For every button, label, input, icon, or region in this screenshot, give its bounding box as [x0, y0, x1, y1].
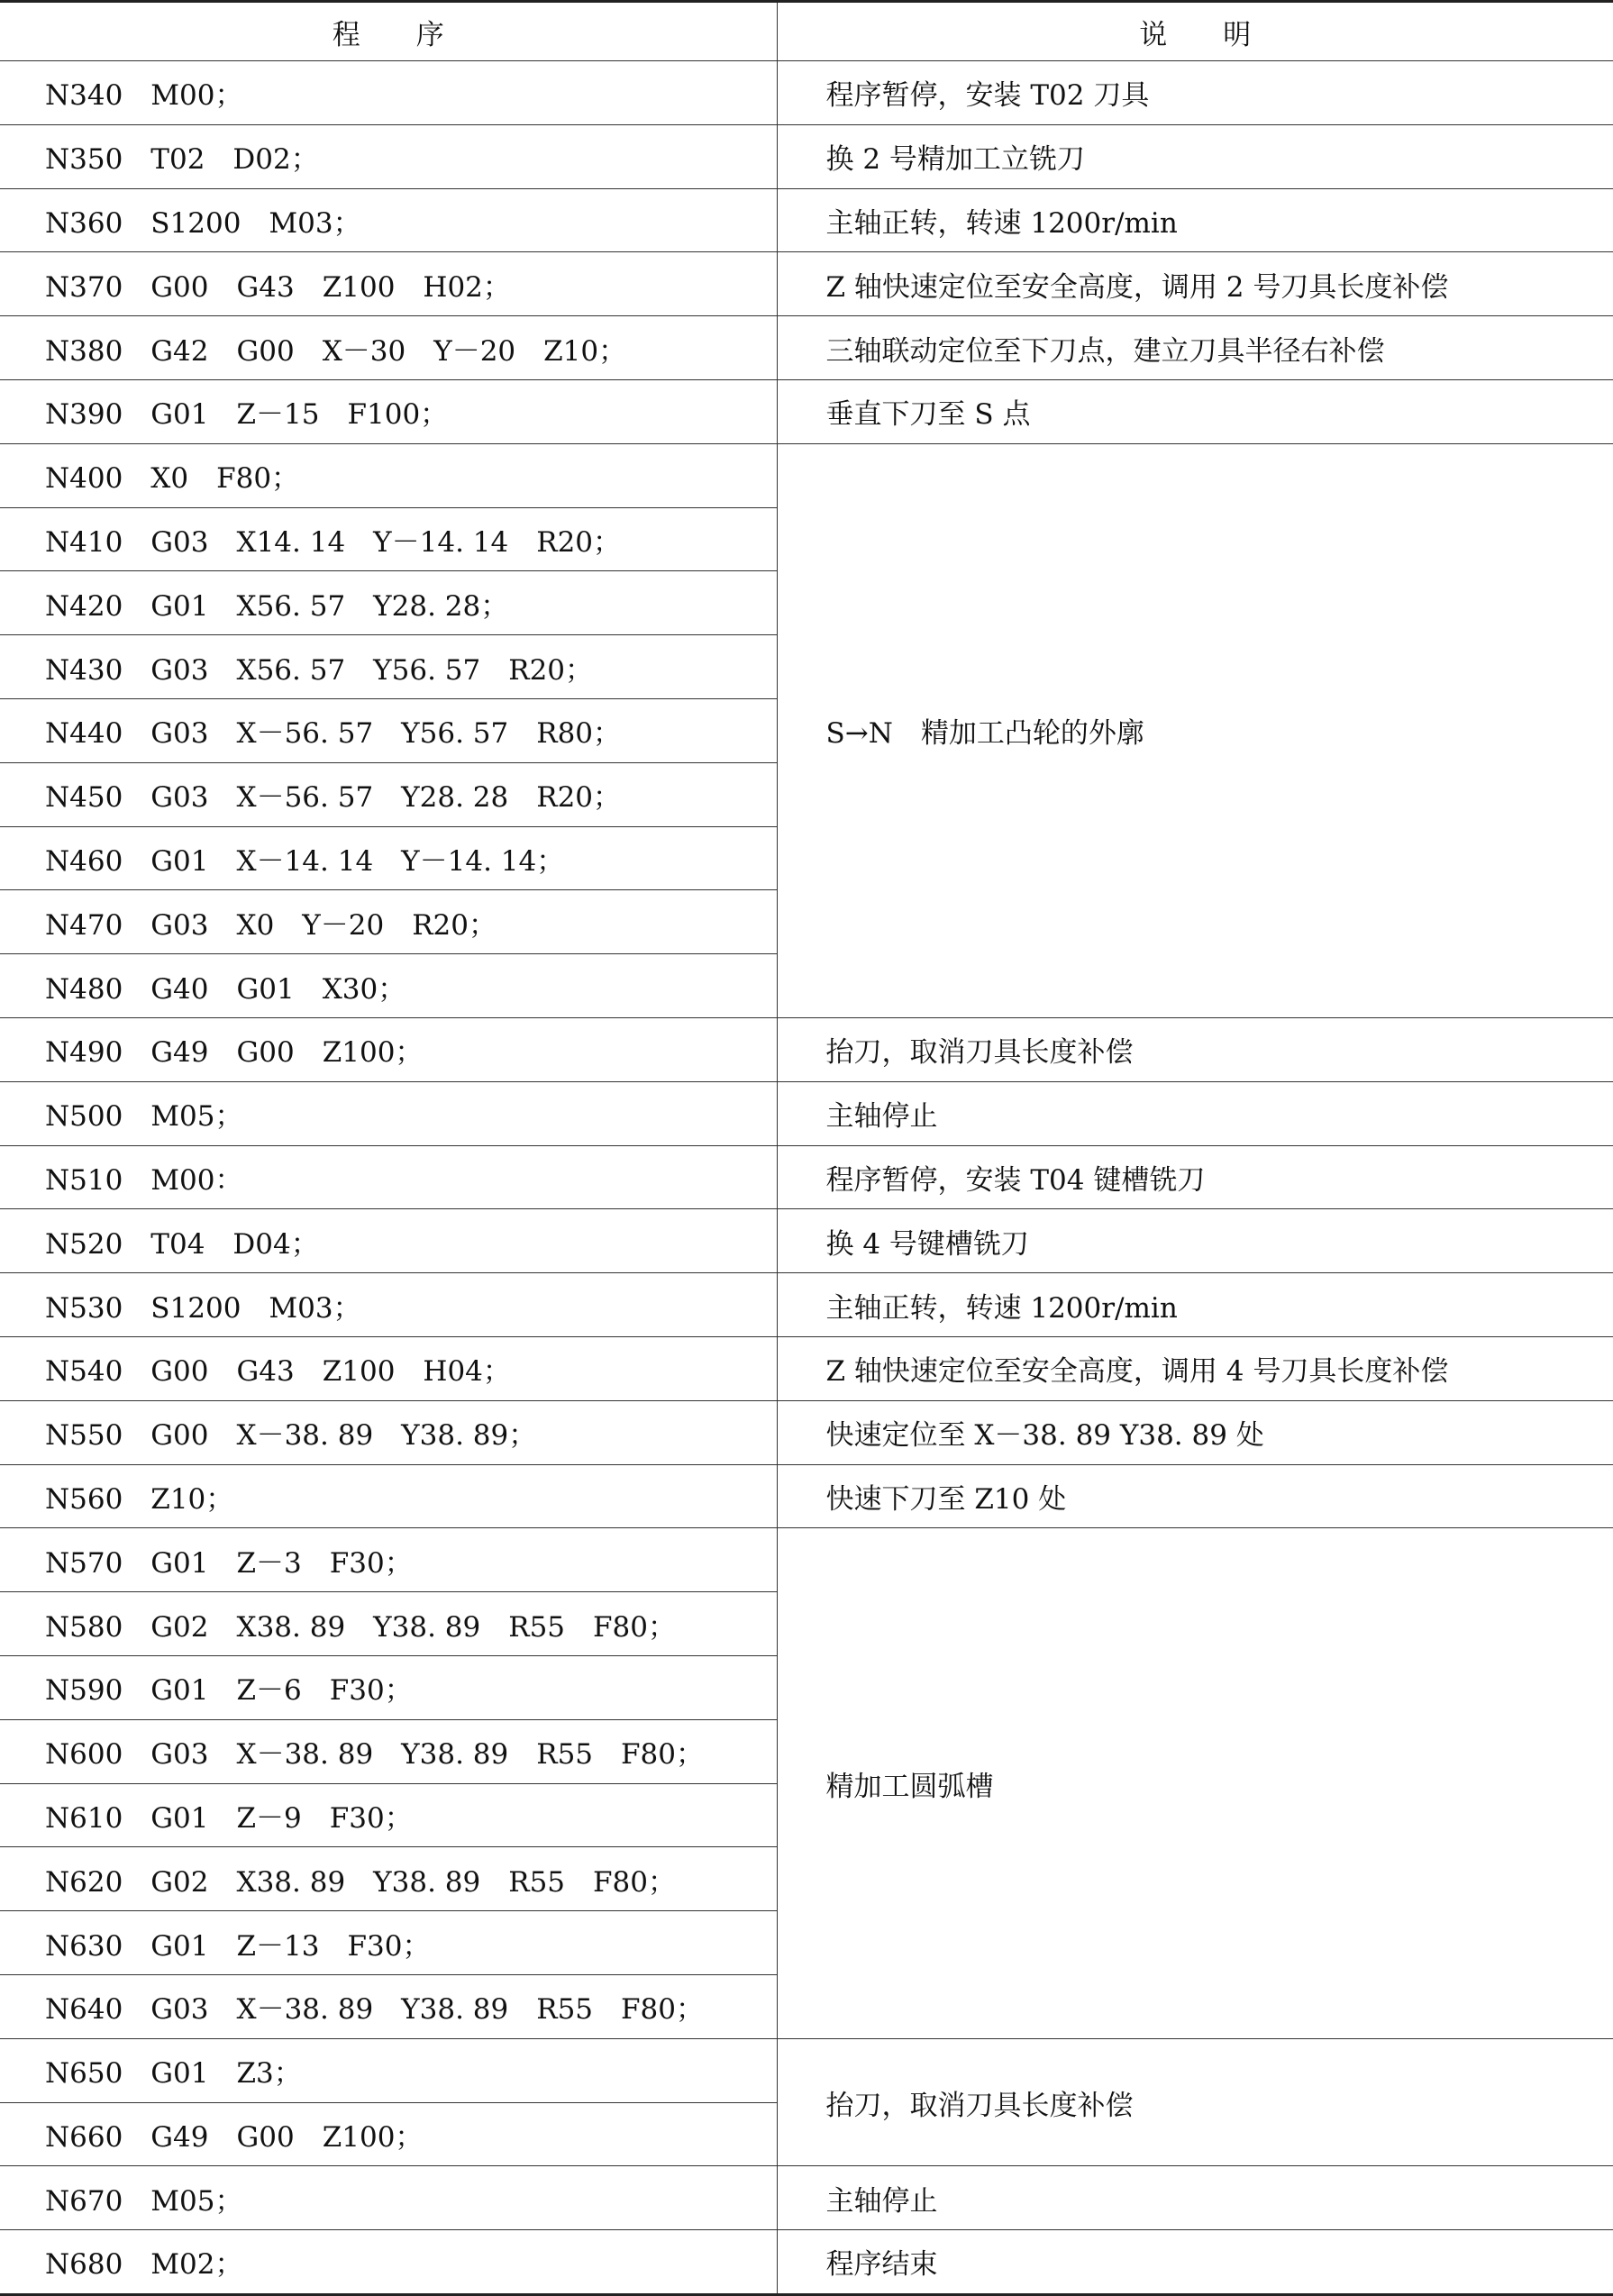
description-cell: 主轴正转，转速 1200r/min	[777, 188, 1613, 252]
description-cell: 程序结束	[825, 2248, 938, 2282]
program-cell: N450 G03 X－56. 57 Y28. 28 R20；	[0, 762, 777, 826]
description-cell: 快速定位至 X－38. 89 Y38. 89 处	[777, 1400, 1613, 1464]
table-row	[0, 188, 1613, 252]
program-cell: N340 M00；	[0, 61, 777, 125]
description-cell: 主轴停止	[777, 2166, 1613, 2230]
program-cell: N420 G01 X56. 57 Y28. 28；	[0, 571, 777, 635]
program-cell: N640 G03 X－38. 89 Y38. 89 R55 F80；	[0, 1974, 777, 2038]
program-cell: N390 G01 Z－15 F100；	[0, 379, 777, 443]
table-row	[0, 2166, 1613, 2230]
description-cell: 程序暂停，安装 T04 键槽铣刀	[777, 1145, 1613, 1209]
description-cell: 三轴联动定位至下刀点，建立刀具半径右补偿	[777, 316, 1613, 380]
table-row	[0, 1209, 1613, 1273]
description-cell: 换 4 号键槽铣刀	[777, 1209, 1613, 1273]
program-cell: N380 G42 G00 X－30 Y－20 Z10；	[0, 316, 777, 380]
program-cell: N360 S1200 M03；	[0, 188, 777, 252]
table-row	[0, 252, 1613, 316]
table-row	[0, 1400, 1613, 1464]
table-row	[0, 1336, 1613, 1400]
program-cell: N660 G49 G00 Z100；	[0, 2102, 777, 2166]
program-cell: N610 G01 Z－9 F30；	[0, 1783, 777, 1847]
column-header-program: 程 序	[0, 2, 777, 61]
table-row	[0, 379, 1613, 443]
program-cell: N480 G40 G01 X30；	[0, 954, 777, 1018]
description-cell: 抬刀，取消刀具长度补偿	[777, 2038, 1613, 2166]
description-cell: Z 轴快速定位至安全高度，调用 4 号刀具长度补偿	[777, 1336, 1613, 1400]
table-row	[0, 1273, 1613, 1337]
program-cell: N510 M00：	[0, 1145, 777, 1209]
program-cell: N370 G00 G43 Z100 H02；	[0, 252, 777, 316]
program-cell: N500 M05；	[0, 1081, 777, 1145]
column-header-description: 说 明	[777, 2, 1613, 61]
description-cell: 快速下刀至 Z10 处	[777, 1464, 1613, 1528]
table-header-row	[0, 2, 1613, 61]
program-cell: N460 G01 X－14. 14 Y－14. 14；	[0, 826, 777, 890]
table-row	[0, 124, 1613, 188]
table-row	[0, 2230, 1613, 2295]
table-row	[0, 316, 1613, 380]
table-row	[0, 1017, 1613, 1081]
description-cell: 主轴停止	[777, 1081, 1613, 1145]
program-cell: N440 G03 X－56. 57 Y56. 57 R80；	[0, 698, 777, 762]
program-cell: N600 G03 X－38. 89 Y38. 89 R55 F80；	[0, 1719, 777, 1783]
program-cell: N590 G01 Z－6 F30；	[0, 1655, 777, 1719]
program-cell: N620 G02 X38. 89 Y38. 89 R55 F80；	[0, 1847, 777, 1911]
program-cell: N580 G02 X38. 89 Y38. 89 R55 F80；	[0, 1592, 777, 1656]
program-cell: N400 X0 F80；	[0, 443, 777, 507]
program-cell: N560 Z10；	[0, 1464, 777, 1528]
description-cell: S→N 精加工凸轮的外廓	[777, 443, 1613, 1017]
program-cell: N470 G03 X0 Y－20 R20；	[0, 890, 777, 954]
table-row	[0, 61, 1613, 125]
program-cell: N410 G03 X14. 14 Y－14. 14 R20；	[0, 507, 777, 571]
description-cell: 主轴正转，转速 1200r/min	[777, 1273, 1613, 1337]
table-row	[0, 1145, 1613, 1209]
table-row	[0, 443, 1613, 507]
program-cell: N530 S1200 M03；	[0, 1273, 777, 1337]
program-cell: N550 G00 X－38. 89 Y38. 89；	[0, 1400, 777, 1464]
program-cell: N490 G49 G00 Z100；	[0, 1017, 777, 1081]
table-row	[0, 1464, 1613, 1528]
description-cell: 程序暂停，安装 T02 刀具	[777, 61, 1613, 125]
program-cell: N630 G01 Z－13 F30；	[0, 1911, 777, 1975]
program-cell: N570 G01 Z－3 F30；	[0, 1528, 777, 1592]
program-cell: N540 G00 G43 Z100 H04；	[0, 1336, 777, 1400]
program-cell: N670 M05；	[0, 2166, 777, 2230]
description-cell: Z 轴快速定位至安全高度，调用 2 号刀具长度补偿	[777, 252, 1613, 316]
description-cell: 抬刀，取消刀具长度补偿	[777, 1017, 1613, 1081]
program-cell: N520 T04 D04；	[0, 1209, 777, 1273]
table-row	[0, 2038, 1613, 2102]
program-cell: N680 M02；	[0, 2230, 777, 2295]
description-cell: 垂直下刀至 S 点	[777, 379, 1613, 443]
table-row	[0, 1528, 1613, 1592]
program-cell: N650 G01 Z3；	[0, 2038, 777, 2102]
description-cell: 精加工圆弧槽	[777, 1528, 1613, 2038]
program-cell: N350 T02 D02；	[0, 124, 777, 188]
table-row	[0, 1081, 1613, 1145]
program-cell: N430 G03 X56. 57 Y56. 57 R20；	[0, 635, 777, 699]
description-cell: 换 2 号精加工立铣刀	[777, 124, 1613, 188]
